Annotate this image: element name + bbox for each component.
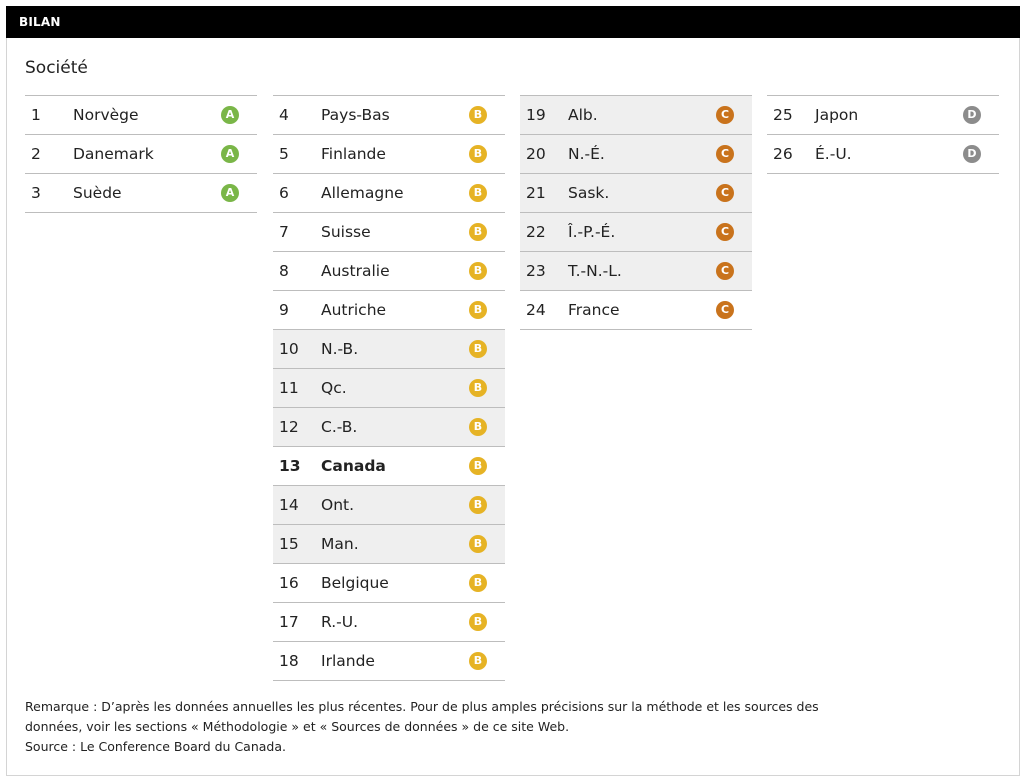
grade-d-badge-icon: D xyxy=(963,106,981,124)
grade-a-badge-icon: A xyxy=(221,106,239,124)
rank-number: 8 xyxy=(279,262,289,280)
rank-number: 1 xyxy=(31,106,41,124)
ranking-row xyxy=(25,96,257,135)
jurisdiction-name: C.-B. xyxy=(321,418,358,436)
footnote-source: Source : Le Conference Board du Canada. xyxy=(25,739,286,754)
ranking-row xyxy=(273,642,505,681)
grade-c-badge-icon: C xyxy=(716,301,734,319)
rank-number: 23 xyxy=(526,262,546,280)
rank-number: 25 xyxy=(773,106,793,124)
grade-b-badge-icon: B xyxy=(469,223,487,241)
ranking-row xyxy=(273,486,505,525)
grade-b-badge-icon: B xyxy=(469,301,487,319)
grade-b-badge-icon: B xyxy=(469,574,487,592)
ranking-row xyxy=(520,213,752,252)
rank-number: 12 xyxy=(279,418,299,436)
jurisdiction-name: Suisse xyxy=(321,223,371,241)
ranking-column-a xyxy=(25,95,257,213)
rank-number: 11 xyxy=(279,379,299,397)
header-title: BILAN xyxy=(19,15,61,29)
ranking-row xyxy=(273,96,505,135)
rank-number: 5 xyxy=(279,145,289,163)
rank-number: 7 xyxy=(279,223,289,241)
ranking-row xyxy=(273,330,505,369)
ranking-row xyxy=(520,96,752,135)
grade-c-badge-icon: C xyxy=(716,223,734,241)
ranking-row xyxy=(273,408,505,447)
jurisdiction-name: France xyxy=(568,301,620,319)
ranking-column-d xyxy=(767,95,999,174)
grade-b-badge-icon: B xyxy=(469,262,487,280)
ranking-row xyxy=(520,252,752,291)
rank-number: 9 xyxy=(279,301,289,319)
grade-b-badge-icon: B xyxy=(469,184,487,202)
rank-number: 22 xyxy=(526,223,546,241)
ranking-row xyxy=(25,174,257,213)
grade-b-badge-icon: B xyxy=(469,106,487,124)
rank-number: 20 xyxy=(526,145,546,163)
jurisdiction-name: Canada xyxy=(321,457,386,475)
jurisdiction-name: Japon xyxy=(815,106,859,124)
jurisdiction-name: R.-U. xyxy=(321,613,359,631)
jurisdiction-name: Belgique xyxy=(321,574,389,592)
jurisdiction-name: Danemark xyxy=(73,145,154,163)
jurisdiction-name: Finlande xyxy=(321,145,386,163)
ranking-row xyxy=(273,564,505,603)
jurisdiction-name: Î.-P.-É. xyxy=(568,223,616,241)
rank-number: 13 xyxy=(279,457,301,475)
rank-number: 3 xyxy=(31,184,41,202)
ranking-row xyxy=(273,369,505,408)
rank-number: 26 xyxy=(773,145,793,163)
grade-b-badge-icon: B xyxy=(469,418,487,436)
grade-b-badge-icon: B xyxy=(469,496,487,514)
jurisdiction-name: Man. xyxy=(321,535,359,553)
ranking-row xyxy=(273,174,505,213)
ranking-row xyxy=(273,525,505,564)
footnote xyxy=(25,697,1000,757)
grade-a-badge-icon: A xyxy=(221,184,239,202)
ranking-row xyxy=(520,135,752,174)
ranking-row xyxy=(25,135,257,174)
header-bar xyxy=(6,6,1020,38)
jurisdiction-name: Australie xyxy=(321,262,390,280)
grade-b-badge-icon: B xyxy=(469,535,487,553)
rank-number: 14 xyxy=(279,496,299,514)
jurisdiction-name: N.-B. xyxy=(321,340,359,358)
ranking-row xyxy=(273,252,505,291)
rank-number: 18 xyxy=(279,652,299,670)
jurisdiction-name: Qc. xyxy=(321,379,347,397)
ranking-row xyxy=(273,135,505,174)
jurisdiction-name: Allemagne xyxy=(321,184,404,202)
ranking-column-b xyxy=(273,95,505,681)
jurisdiction-name: Autriche xyxy=(321,301,387,319)
jurisdiction-name: Pays-Bas xyxy=(321,106,390,124)
grade-d-badge-icon: D xyxy=(963,145,981,163)
ranking-row xyxy=(520,291,752,330)
grade-b-badge-icon: B xyxy=(469,379,487,397)
grade-b-badge-icon: B xyxy=(469,340,487,358)
ranking-row xyxy=(767,96,999,135)
rank-number: 2 xyxy=(31,145,41,163)
section-title: Société xyxy=(25,58,88,78)
ranking-row xyxy=(273,447,505,486)
footnote-remark-line-1: Remarque : D’après les données annuelles les plus récentes. Pour de plus amples précisions sur la méthode et les sources des xyxy=(25,699,819,714)
rank-number: 19 xyxy=(526,106,546,124)
jurisdiction-name: É.-U. xyxy=(815,145,852,163)
grade-c-badge-icon: C xyxy=(716,106,734,124)
rank-number: 6 xyxy=(279,184,289,202)
ranking-row xyxy=(273,213,505,252)
rank-number: 10 xyxy=(279,340,299,358)
grade-c-badge-icon: C xyxy=(716,145,734,163)
ranking-row xyxy=(273,603,505,642)
rank-number: 4 xyxy=(279,106,289,124)
ranking-row xyxy=(273,291,505,330)
ranking-row xyxy=(520,174,752,213)
grade-b-badge-icon: B xyxy=(469,145,487,163)
rank-number: 24 xyxy=(526,301,546,319)
ranking-column-c xyxy=(520,95,752,330)
jurisdiction-name: Ont. xyxy=(321,496,355,514)
grade-b-badge-icon: B xyxy=(469,613,487,631)
jurisdiction-name: Suède xyxy=(73,184,122,202)
grade-b-badge-icon: B xyxy=(469,652,487,670)
jurisdiction-name: Sask. xyxy=(568,184,610,202)
rank-number: 17 xyxy=(279,613,299,631)
rank-number: 21 xyxy=(526,184,546,202)
rank-number: 15 xyxy=(279,535,299,553)
jurisdiction-name: Irlande xyxy=(321,652,375,670)
grade-c-badge-icon: C xyxy=(716,184,734,202)
jurisdiction-name: T.-N.-L. xyxy=(568,262,622,280)
rank-number: 16 xyxy=(279,574,299,592)
footnote-remark-line-2: données, voir les sections « Méthodologie » et « Sources de données » de ce site Web. xyxy=(25,719,570,734)
jurisdiction-name: Alb. xyxy=(568,106,598,124)
jurisdiction-name: N.-É. xyxy=(568,145,605,163)
grade-a-badge-icon: A xyxy=(221,145,239,163)
ranking-row xyxy=(767,135,999,174)
grade-b-badge-icon: B xyxy=(469,457,487,475)
grade-c-badge-icon: C xyxy=(716,262,734,280)
jurisdiction-name: Norvège xyxy=(73,106,139,124)
